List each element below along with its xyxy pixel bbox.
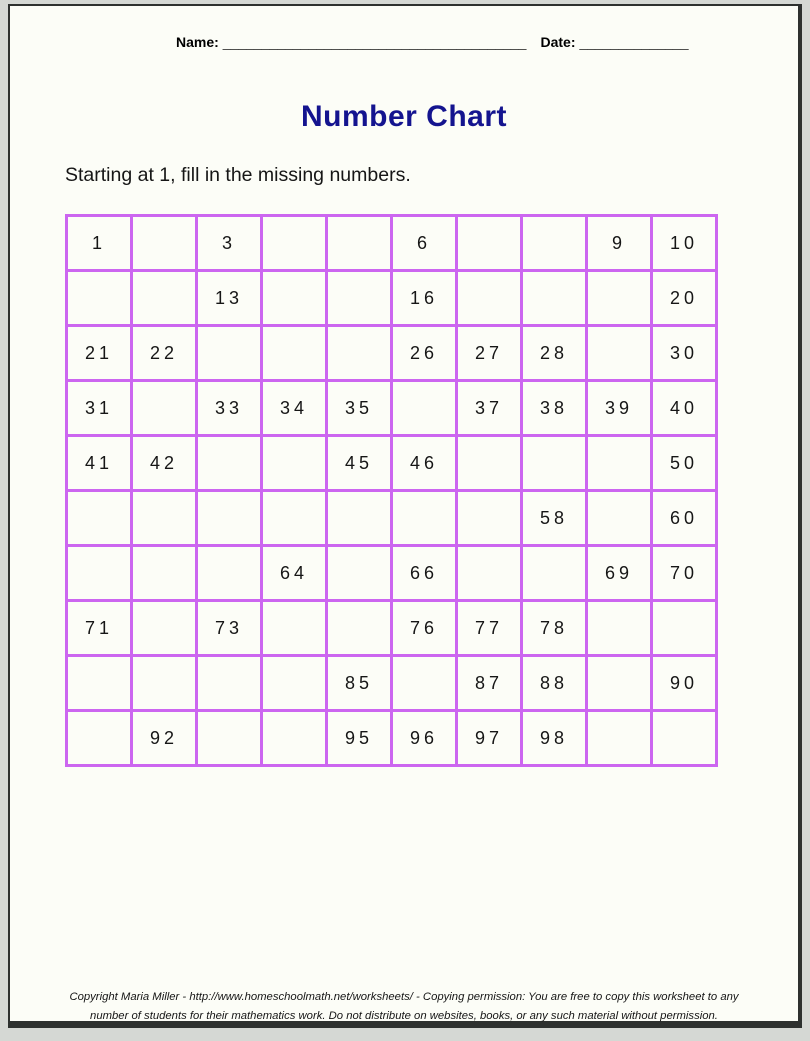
grid-cell-blank[interactable] — [652, 711, 717, 766]
grid-cell-blank[interactable] — [327, 271, 392, 326]
grid-cell-filled: 73 — [197, 601, 262, 656]
grid-cell-filled: 42 — [132, 436, 197, 491]
grid-cell-blank[interactable] — [522, 436, 587, 491]
grid-cell-blank[interactable] — [587, 711, 652, 766]
grid-cell-blank[interactable] — [587, 326, 652, 381]
grid-cell-filled: 78 — [522, 601, 587, 656]
grid-cell-blank[interactable] — [262, 601, 327, 656]
grid-cell-blank[interactable] — [457, 436, 522, 491]
grid-cell-blank[interactable] — [262, 326, 327, 381]
header — [176, 34, 689, 50]
grid-cell-blank[interactable] — [457, 216, 522, 271]
grid-row — [67, 546, 717, 601]
grid-cell-filled: 92 — [132, 711, 197, 766]
grid-cell-filled: 76 — [392, 601, 457, 656]
grid-cell-filled: 16 — [392, 271, 457, 326]
grid-cell-filled: 77 — [457, 601, 522, 656]
grid-cell-filled: 10 — [652, 216, 717, 271]
grid-cell-filled: 41 — [67, 436, 132, 491]
grid-cell-blank[interactable] — [132, 546, 197, 601]
grid-cell-blank[interactable] — [67, 271, 132, 326]
grid-cell-blank[interactable] — [262, 436, 327, 491]
grid-cell-filled: 98 — [522, 711, 587, 766]
grid-cell-filled: 1 — [67, 216, 132, 271]
grid-cell-blank[interactable] — [522, 271, 587, 326]
grid-row — [67, 271, 717, 326]
grid-cell-blank[interactable] — [197, 436, 262, 491]
footer-line-2: number of students for their mathematics work. Do not distribute on websites, books, or any such material without permission. — [90, 1009, 718, 1022]
grid-cell-blank[interactable] — [132, 216, 197, 271]
grid-cell-blank[interactable] — [197, 546, 262, 601]
grid-cell-blank[interactable] — [327, 326, 392, 381]
grid-cell-filled: 60 — [652, 491, 717, 546]
grid-cell-blank[interactable] — [392, 656, 457, 711]
grid-row — [67, 491, 717, 546]
grid-cell-blank[interactable] — [132, 271, 197, 326]
grid-cell-blank[interactable] — [457, 271, 522, 326]
grid-cell-filled: 27 — [457, 326, 522, 381]
grid-cell-filled: 20 — [652, 271, 717, 326]
date-line[interactable]: ______________ — [579, 34, 689, 50]
grid-cell-blank[interactable] — [327, 491, 392, 546]
grid-cell-blank[interactable] — [67, 546, 132, 601]
grid-cell-blank[interactable] — [652, 601, 717, 656]
grid-cell-blank[interactable] — [457, 546, 522, 601]
grid-cell-filled: 85 — [327, 656, 392, 711]
grid-cell-blank[interactable] — [522, 216, 587, 271]
grid-cell-filled: 34 — [262, 381, 327, 436]
grid-cell-blank[interactable] — [327, 546, 392, 601]
grid-cell-filled: 71 — [67, 601, 132, 656]
grid-cell-filled: 30 — [652, 326, 717, 381]
grid-cell-filled: 95 — [327, 711, 392, 766]
grid-row — [67, 656, 717, 711]
grid-cell-blank[interactable] — [457, 491, 522, 546]
grid-row — [67, 216, 717, 271]
grid-cell-filled: 38 — [522, 381, 587, 436]
grid-cell-filled: 66 — [392, 546, 457, 601]
grid-cell-filled: 26 — [392, 326, 457, 381]
grid-cell-blank[interactable] — [197, 326, 262, 381]
grid-cell-blank[interactable] — [392, 491, 457, 546]
grid-cell-blank[interactable] — [587, 656, 652, 711]
grid-cell-filled: 13 — [197, 271, 262, 326]
grid-cell-filled: 39 — [587, 381, 652, 436]
grid-cell-filled: 28 — [522, 326, 587, 381]
grid-row — [67, 326, 717, 381]
grid-cell-blank[interactable] — [262, 656, 327, 711]
footer-line-1: Copyright Maria Miller - http://www.homeschoolmath.net/worksheets/ - Copying permission: You are free to copy this worksheet to any — [69, 991, 739, 1003]
grid-cell-blank[interactable] — [197, 656, 262, 711]
grid-cell-blank[interactable] — [67, 491, 132, 546]
grid-cell-filled: 88 — [522, 656, 587, 711]
grid-cell-filled: 69 — [587, 546, 652, 601]
grid-cell-blank[interactable] — [132, 656, 197, 711]
grid-cell-blank[interactable] — [67, 711, 132, 766]
grid-cell-filled: 50 — [652, 436, 717, 491]
grid-cell-filled: 35 — [327, 381, 392, 436]
grid-cell-filled: 37 — [457, 381, 522, 436]
grid-cell-blank[interactable] — [587, 271, 652, 326]
number-grid-body — [67, 216, 717, 766]
grid-cell-blank[interactable] — [587, 436, 652, 491]
grid-cell-blank[interactable] — [67, 656, 132, 711]
grid-row — [67, 381, 717, 436]
name-line[interactable]: _______________________________________ — [222, 34, 527, 50]
grid-cell-blank[interactable] — [197, 711, 262, 766]
grid-cell-filled: 22 — [132, 326, 197, 381]
grid-cell-filled: 45 — [327, 436, 392, 491]
grid-row — [67, 711, 717, 766]
grid-cell-filled: 3 — [197, 216, 262, 271]
date-label: Date: — [540, 34, 576, 50]
grid-cell-blank[interactable] — [392, 381, 457, 436]
grid-cell-blank[interactable] — [197, 491, 262, 546]
grid-cell-blank[interactable] — [262, 271, 327, 326]
grid-cell-filled: 70 — [652, 546, 717, 601]
grid-cell-filled: 90 — [652, 656, 717, 711]
grid-cell-filled: 96 — [392, 711, 457, 766]
grid-cell-filled: 46 — [392, 436, 457, 491]
grid-cell-filled: 58 — [522, 491, 587, 546]
number-grid — [65, 214, 718, 767]
name-label: Name: — [176, 34, 219, 50]
page-title: Number Chart — [300, 100, 508, 133]
grid-cell-blank[interactable] — [262, 216, 327, 271]
worksheet-page — [8, 4, 802, 1028]
grid-cell-blank[interactable] — [132, 601, 197, 656]
grid-cell-filled: 40 — [652, 381, 717, 436]
grid-cell-blank[interactable] — [132, 381, 197, 436]
grid-cell-filled: 33 — [197, 381, 262, 436]
grid-cell-filled: 97 — [457, 711, 522, 766]
grid-cell-blank[interactable] — [522, 546, 587, 601]
grid-cell-blank[interactable] — [262, 491, 327, 546]
grid-cell-blank[interactable] — [132, 491, 197, 546]
grid-row — [67, 601, 717, 656]
grid-row — [67, 436, 717, 491]
instruction-text: Starting at 1, fill in the missing numbers. — [65, 164, 411, 186]
grid-cell-blank[interactable] — [327, 216, 392, 271]
grid-cell-filled: 31 — [67, 381, 132, 436]
grid-cell-blank[interactable] — [587, 491, 652, 546]
grid-cell-blank[interactable] — [262, 711, 327, 766]
grid-cell-blank[interactable] — [327, 601, 392, 656]
grid-cell-filled: 87 — [457, 656, 522, 711]
grid-cell-blank[interactable] — [587, 601, 652, 656]
grid-cell-filled: 9 — [587, 216, 652, 271]
grid-cell-filled: 6 — [392, 216, 457, 271]
grid-cell-filled: 21 — [67, 326, 132, 381]
footer — [10, 988, 798, 1025]
grid-cell-filled: 64 — [262, 546, 327, 601]
